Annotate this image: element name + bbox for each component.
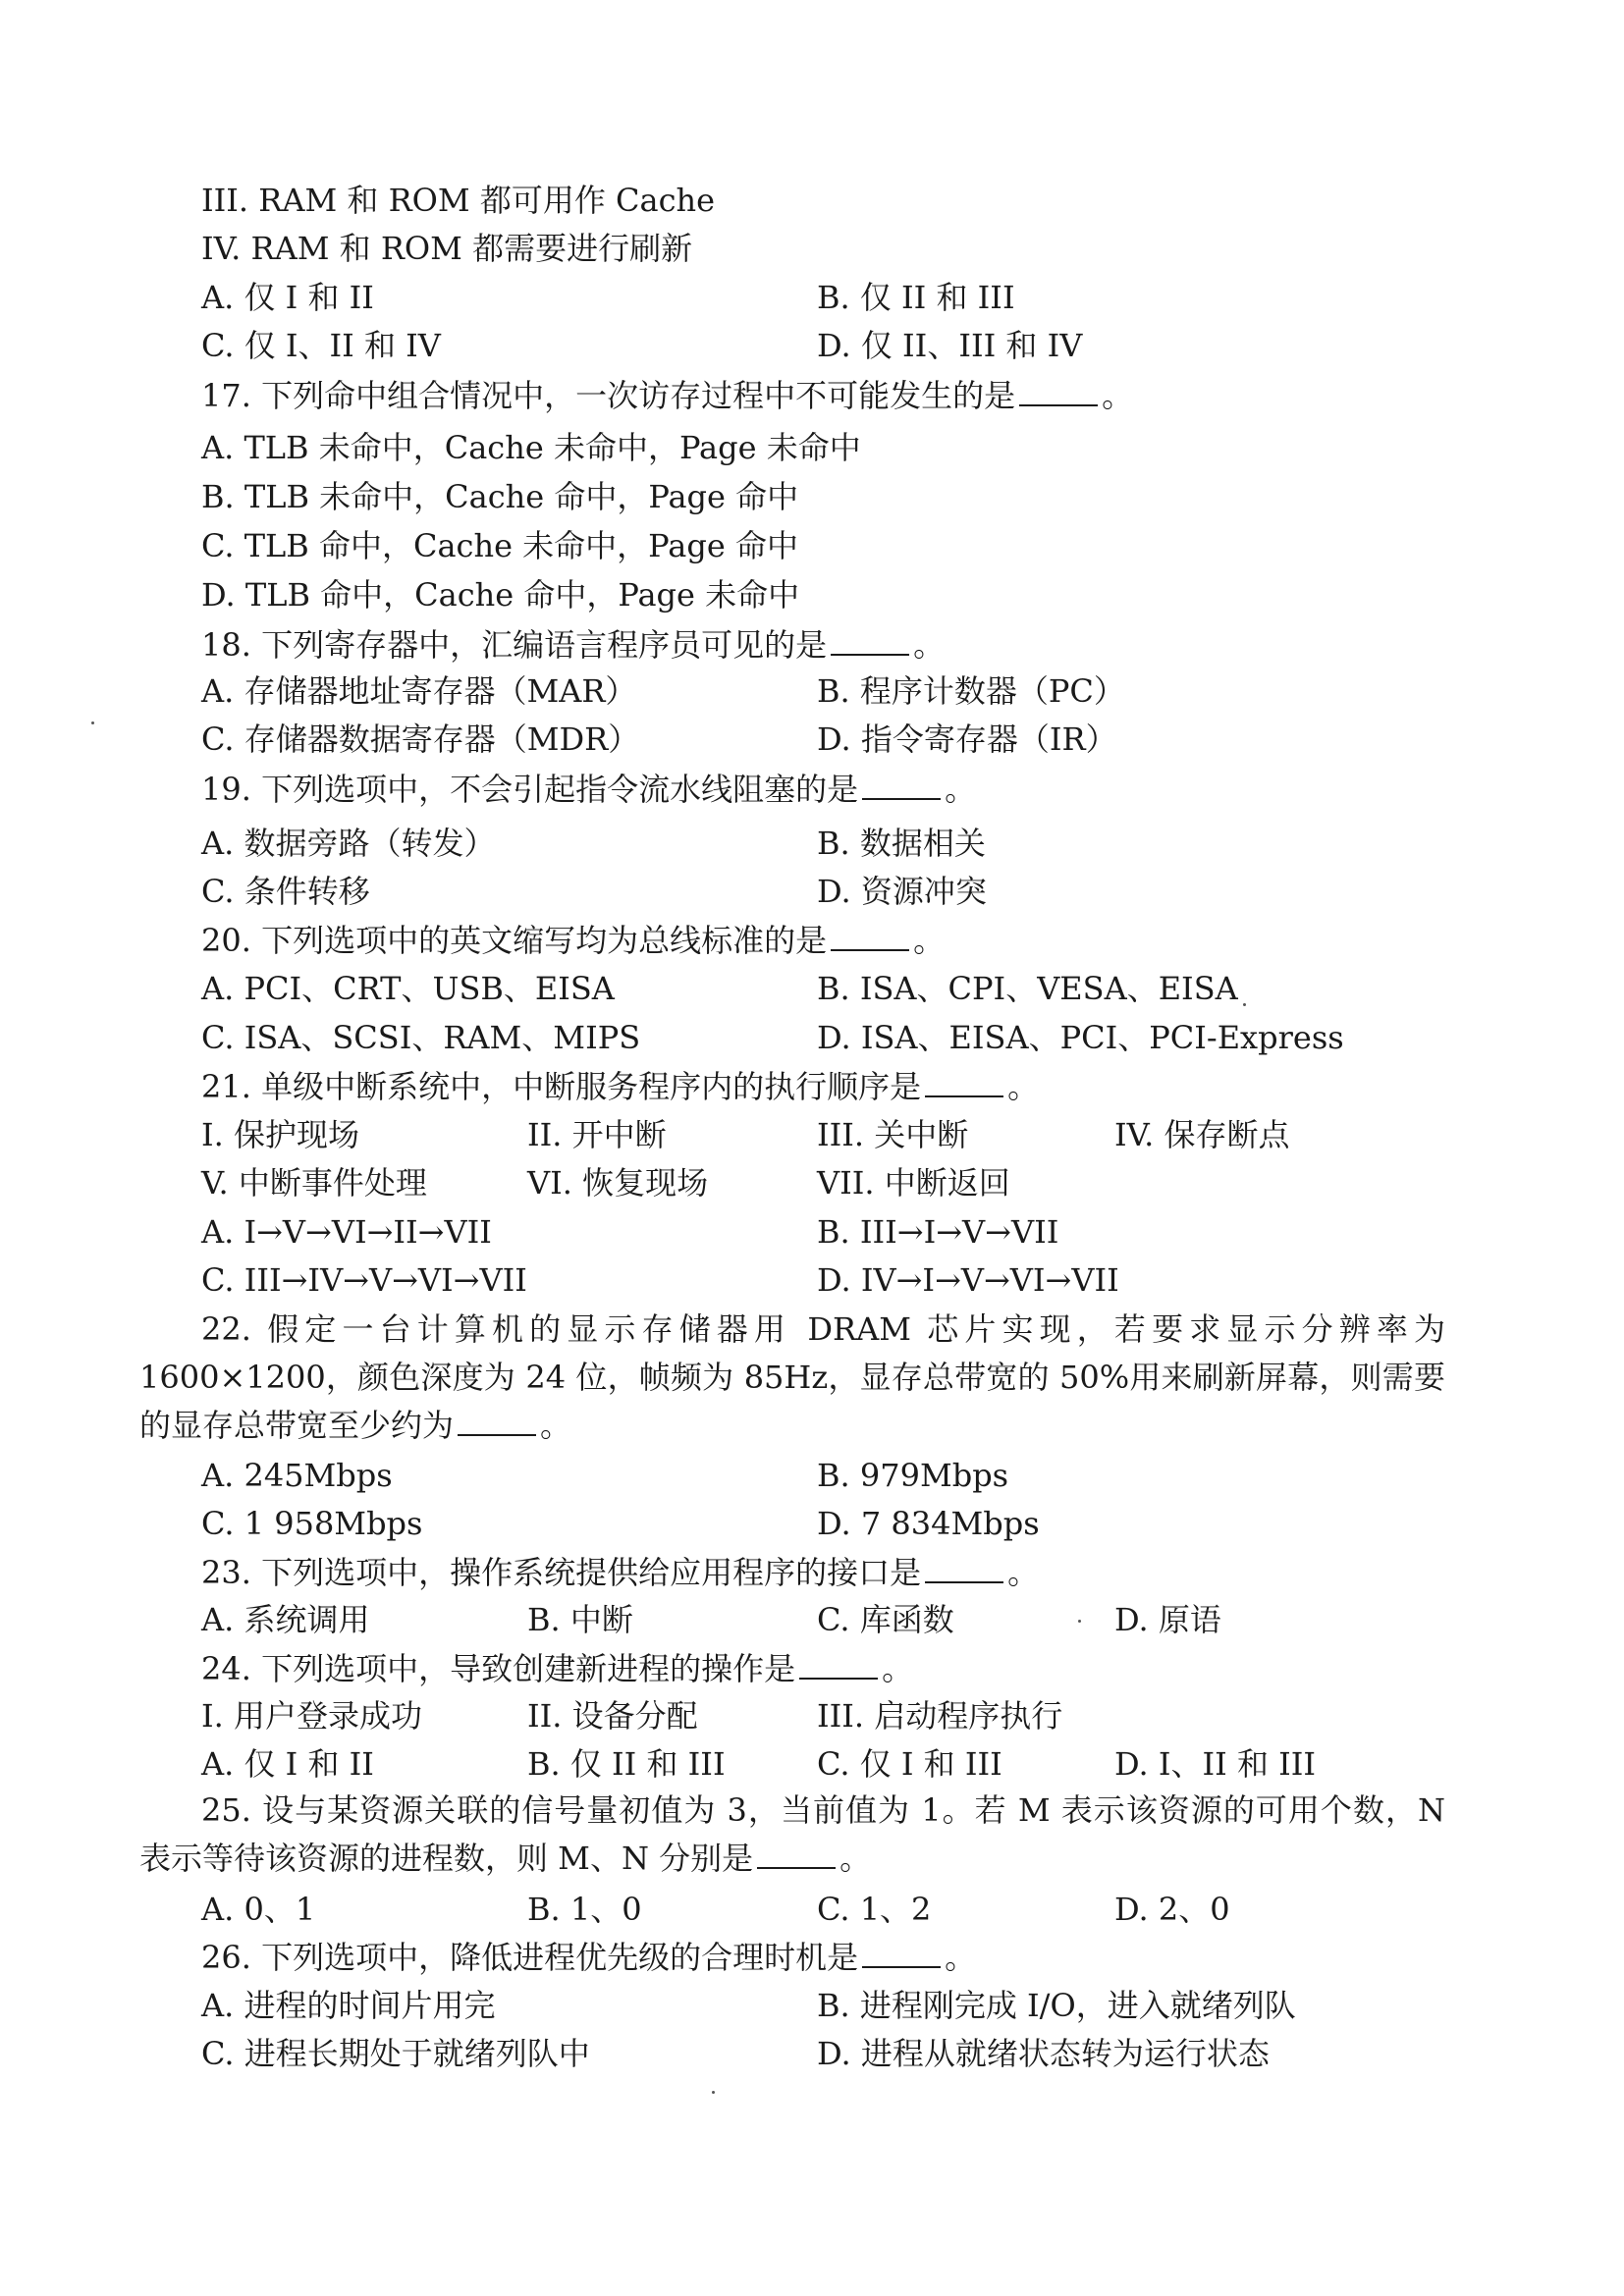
q18-stem: 18. 下列寄存器中，汇编语言程序员可见的是 。 bbox=[201, 626, 946, 664]
answer-blank bbox=[757, 1842, 836, 1869]
q22-option-d: D. 7 834Mbps bbox=[817, 1505, 1040, 1542]
q24-item-1: I. 用户登录成功 bbox=[201, 1697, 422, 1735]
q23-option-c: C. 库函数 bbox=[817, 1601, 954, 1638]
q24-stem: 24. 下列选项中，导致创建新进程的操作是 。 bbox=[201, 1650, 914, 1687]
q21-item-1: I. 保护现场 bbox=[201, 1116, 359, 1153]
q18-option-a: A. 存储器地址寄存器（MAR） bbox=[201, 672, 637, 710]
answer-blank bbox=[862, 773, 941, 800]
q17-option-a: A. TLB 未命中，Cache 未命中，Page 未命中 bbox=[201, 429, 861, 466]
scan-speck bbox=[1243, 1003, 1246, 1006]
q22-option-c: C. 1 958Mbps bbox=[201, 1505, 423, 1542]
q21-item-2: II. 开中断 bbox=[527, 1116, 667, 1153]
q21-item-7: VII. 中断返回 bbox=[817, 1164, 1010, 1201]
q20-stem: 20. 下列选项中的英文缩写均为总线标准的是 。 bbox=[201, 922, 946, 959]
q26-stem: 26. 下列选项中，降低进程优先级的合理时机是 。 bbox=[201, 1939, 977, 1976]
answer-blank bbox=[1019, 379, 1098, 406]
q24-item-3: III. 启动程序执行 bbox=[817, 1697, 1063, 1735]
q21-item-6: VI. 恢复现场 bbox=[527, 1164, 709, 1201]
q21-stem: 21. 单级中断系统中，中断服务程序内的执行顺序是 。 bbox=[201, 1068, 1040, 1105]
answer-blank bbox=[799, 1652, 878, 1680]
answer-blank bbox=[925, 1556, 1003, 1583]
answer-blank bbox=[831, 924, 909, 951]
q25-option-d: D. 2、0 bbox=[1114, 1891, 1230, 1928]
q17-stem: 17. 下列命中组合情况中，一次访存过程中不可能发生的是 。 bbox=[201, 377, 1134, 414]
q19-option-c: C. 条件转移 bbox=[201, 873, 370, 910]
q18-option-b: B. 程序计数器（PC） bbox=[817, 672, 1125, 710]
q24-item-2: II. 设备分配 bbox=[527, 1697, 698, 1735]
q18-option-c: C. 存储器数据寄存器（MDR） bbox=[201, 721, 640, 758]
q22-option-a: A. 245Mbps bbox=[201, 1457, 393, 1494]
q19-option-d: D. 资源冲突 bbox=[817, 873, 987, 910]
scan-speck bbox=[91, 721, 94, 724]
q23-option-d: D. 原语 bbox=[1114, 1601, 1221, 1638]
q24-option-d: D. I、II 和 III bbox=[1114, 1745, 1317, 1783]
scan-speck bbox=[712, 2091, 715, 2094]
q22-option-b: B. 979Mbps bbox=[817, 1457, 1009, 1494]
q16-item-3: III. RAM 和 ROM 都可用作 Cache bbox=[201, 182, 716, 219]
q21-option-d: D. IV→I→V→VI→VII bbox=[817, 1261, 1119, 1299]
q18-option-d: D. 指令寄存器（IR） bbox=[817, 721, 1117, 758]
q20-option-c: C. ISA、SCSI、RAM、MIPS bbox=[201, 1019, 641, 1056]
q23-stem: 23. 下列选项中，操作系统提供给应用程序的接口是 。 bbox=[201, 1554, 1040, 1591]
q20-option-d: D. ISA、EISA、PCI、PCI-Express bbox=[817, 1019, 1344, 1056]
q16-option-a: A. 仅 I 和 II bbox=[201, 279, 374, 316]
q25-option-b: B. 1、0 bbox=[527, 1891, 642, 1928]
q21-item-4: IV. 保存断点 bbox=[1114, 1116, 1290, 1153]
q25-stem: 25. 设与某资源关联的信号量初值为 3，当前值为 1。若 M 表示该资源的可用个数，N 表示等待该资源的进程数，则 M、N 分别是 。 bbox=[139, 1791, 1445, 1877]
answer-blank bbox=[831, 628, 909, 656]
q21-option-b: B. III→I→V→VII bbox=[817, 1213, 1059, 1251]
q25-option-c: C. 1、2 bbox=[817, 1891, 932, 1928]
q21-item-3: III. 关中断 bbox=[817, 1116, 969, 1153]
q19-stem: 19. 下列选项中，不会引起指令流水线阻塞的是 。 bbox=[201, 771, 977, 808]
q16-item-4: IV. RAM 和 ROM 都需要进行刷新 bbox=[201, 230, 693, 267]
q19-option-b: B. 数据相关 bbox=[817, 825, 986, 862]
q21-option-c: C. III→IV→V→VI→VII bbox=[201, 1261, 527, 1299]
q17-option-c: C. TLB 命中，Cache 未命中，Page 命中 bbox=[201, 527, 798, 564]
scan-speck bbox=[1078, 1620, 1081, 1623]
q23-option-b: B. 中断 bbox=[527, 1601, 633, 1638]
q26-option-c: C. 进程长期处于就绪列队中 bbox=[201, 2035, 590, 2072]
q24-option-b: B. 仅 II 和 III bbox=[527, 1745, 726, 1783]
q23-option-a: A. 系统调用 bbox=[201, 1601, 370, 1638]
q17-option-b: B. TLB 未命中，Cache 命中，Page 命中 bbox=[201, 478, 799, 515]
q26-option-a: A. 进程的时间片用完 bbox=[201, 1987, 496, 2024]
q24-option-c: C. 仅 I 和 III bbox=[817, 1745, 1002, 1783]
q16-option-d: D. 仅 II、III 和 IV bbox=[817, 327, 1083, 364]
q21-item-5: V. 中断事件处理 bbox=[201, 1164, 427, 1201]
q20-option-a: A. PCI、CRT、USB、EISA bbox=[201, 970, 615, 1007]
q16-option-c: C. 仅 I、II 和 IV bbox=[201, 327, 441, 364]
q25-option-a: A. 0、1 bbox=[201, 1891, 316, 1928]
q22-stem: 22. 假定一台计算机的显示存储器用 DRAM 芯片实现，若要求显示分辨率为 1600×1200，颜色深度为 24 位，帧频为 85Hz，显存总带宽的 50%用来刷新屏幕，则需要的显存总带宽至少约为 。 bbox=[139, 1310, 1445, 1444]
answer-blank bbox=[458, 1409, 536, 1436]
answer-blank bbox=[925, 1070, 1003, 1097]
q17-option-d: D. TLB 命中，Cache 命中，Page 未命中 bbox=[201, 576, 800, 614]
q24-option-a: A. 仅 I 和 II bbox=[201, 1745, 374, 1783]
q21-option-a: A. I→V→VI→II→VII bbox=[201, 1213, 492, 1251]
answer-blank bbox=[862, 1941, 941, 1968]
q16-option-b: B. 仅 II 和 III bbox=[817, 279, 1015, 316]
q26-option-d: D. 进程从就绪状态转为运行状态 bbox=[817, 2035, 1270, 2072]
q26-option-b: B. 进程刚完成 I/O，进入就绪列队 bbox=[817, 1987, 1296, 2024]
q19-option-a: A. 数据旁路（转发） bbox=[201, 825, 496, 862]
q20-option-b: B. ISA、CPI、VESA、EISA bbox=[817, 970, 1238, 1007]
